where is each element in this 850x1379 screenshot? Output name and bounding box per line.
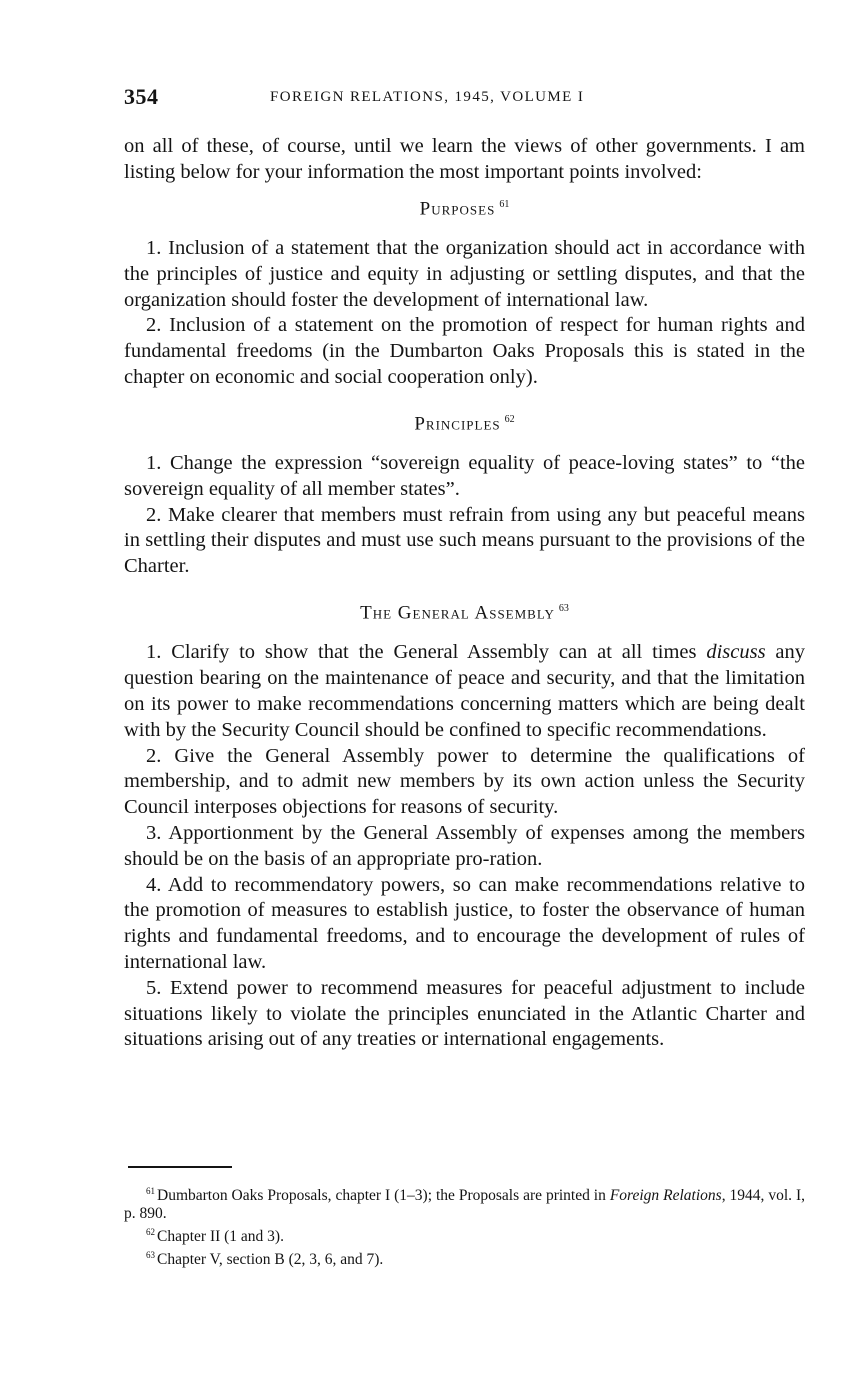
page-header — [124, 84, 804, 116]
item-text: any question bearing on the maintenance of peace and security, and that the limitation on its power to make recommendations concerning matters which are being dealt with by the Security Council should be confined to specific recommendations. — [124, 641, 805, 741]
list-item: 2. Make clearer that members must refrain from using any but peaceful means in settling their disputes and must use such means pursuant to the provisions of the Charter. — [124, 503, 805, 578]
section-title: Purposes — [419, 197, 496, 219]
footnotes — [124, 1182, 805, 1269]
footnote-text: , 1944, vol. I, p. 890. — [124, 1187, 806, 1223]
intro-paragraph: on all of these, of course, until we learn the views of other governments. I am listing below for your information the most important points involved: — [124, 135, 805, 183]
footnote-number: 62 — [146, 1227, 155, 1238]
section-title: The General Assembly — [360, 602, 555, 624]
footnote-text: Dumbarton Oaks Proposals, chapter I (1–3); the Proposals are printed in — [157, 1187, 610, 1205]
list-item: 2. Inclusion of a statement on the promotion of respect for human rights and fundamental freedoms (in the Dumbarton Oaks Proposals this is stated in the chapter on economic and social cooperation only). — [124, 314, 805, 388]
footnote-ref: 61 — [499, 198, 510, 210]
page-number: 354 — [124, 84, 159, 109]
section-title: Principles — [414, 413, 501, 435]
footnote — [124, 1223, 805, 1246]
section-heading-general-assembly — [124, 596, 805, 626]
list-item: 3. Apportionment by the General Assembly of expenses among the members should be on the basis of an appropriate pro-ration. — [124, 821, 805, 870]
list-item: 4. Add to recommendatory powers, so can make recommendations relative to the promotion of measures to establish justice, to foster the observance of human rights and fundamental freedoms, and to encourage the development of rules of international law. — [124, 873, 805, 973]
section-heading-principles — [124, 407, 805, 437]
footnote — [124, 1246, 805, 1269]
footnote-number: 63 — [146, 1250, 155, 1261]
item-emphasis: discuss — [706, 641, 766, 664]
list-item: 2. Give the General Assembly power to determine the qualifications of membership, and to admit new members by its own action unless the Security Council interposes objections for reasons of security. — [124, 744, 805, 819]
body-text — [124, 134, 805, 1053]
item-text: 1. Clarify to show that the General Assembly can at all times — [146, 641, 707, 664]
list-item: 1. Inclusion of a statement that the organization should act in accordance with the principles of justice and equity in adjusting or settling disputes, and that the organization should foster the development of international law. — [124, 236, 805, 311]
section-heading-purposes — [124, 192, 805, 222]
footnote-text: Chapter II (1 and 3). — [157, 1228, 284, 1246]
footnote-ref: 63 — [558, 603, 569, 615]
footnote-number: 61 — [146, 1186, 155, 1196]
footnote — [124, 1182, 805, 1223]
footnote-text: Chapter V, section B (2, 3, 6, and 7). — [157, 1251, 384, 1269]
footnote-ref: 62 — [504, 413, 515, 425]
footnote-divider — [128, 1166, 232, 1168]
list-item: 5. Extend power to recommend measures for peaceful adjustment to include situations likely to violate the principles enunciated in the Atlantic Charter and situations arising out of any treaties or international engagements. — [124, 976, 805, 1051]
running-head: FOREIGN RELATIONS, 1945, VOLUME I — [270, 89, 585, 105]
footnote-emphasis: Foreign Relations — [609, 1187, 722, 1205]
list-item: 1. Change the expression “sovereign equality of peace-loving states” to “the sovereign equality of all member states”. — [124, 452, 805, 500]
list-item — [124, 640, 805, 743]
